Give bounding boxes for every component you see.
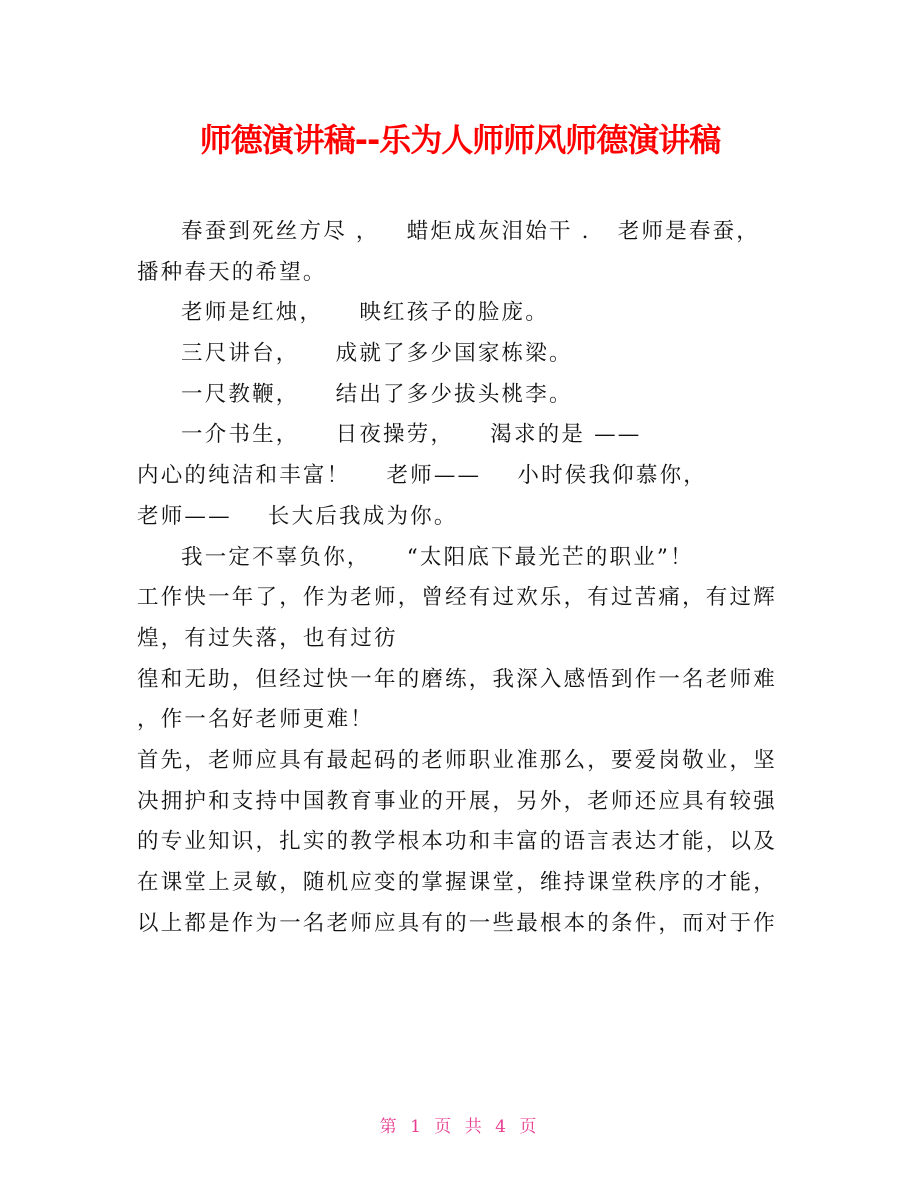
body-line: 老师—— 长大后我成为你。 <box>137 503 458 529</box>
body-line: 三尺讲台， 成就了多少国家栋梁。 <box>181 341 573 367</box>
body-line: 老师是红烛， 映红孩子的脸庞。 <box>181 300 549 326</box>
body-line: 工作快一年了，作为老师，曾经有过欢乐，有过苦痛，有过辉 <box>137 585 777 611</box>
body-line: 在课堂上灵敏，随机应变的掌握课堂，维持课堂秩序的才能， <box>137 870 777 895</box>
document-body <box>137 212 797 944</box>
body-line: 春蚕到死丝方尽 ， 蜡炬成灰泪始干 . 老师是春蚕， <box>181 219 761 244</box>
body-line: 播种春天的希望。 <box>137 259 327 285</box>
body-line: 首先，老师应具有最起码的老师职业准那么，要爱岗敬业，坚 <box>137 747 777 773</box>
document-title: 师德演讲稿--乐为人师师风师德演讲稿 <box>199 121 721 159</box>
body-line: 煌，有过失落，也有过彷 <box>137 625 398 651</box>
body-line: 一尺教鞭， 结出了多少拔头桃李。 <box>181 381 573 407</box>
body-line: 一介书生， 日夜操劳， 渴求的是 —— <box>181 422 642 448</box>
body-line: 我一定不辜负你， “太阳底下最光芒的职业”！ <box>181 544 694 570</box>
body-line: 以上都是作为一名老师应具有的一些最根本的条件，而对于作 <box>137 910 777 936</box>
body-line: ，作一名好老师更难！ <box>137 707 375 733</box>
body-line: 的专业知识，扎实的教学根本功和丰富的语言表达才能，以及 <box>137 829 777 855</box>
body-line: 徨和无助，但经过快一年的磨练，我深入感悟到作一名老师难 <box>137 666 777 692</box>
page-number-footer: 第 1 页 共 4 页 <box>379 1117 541 1137</box>
body-line: 内心的纯洁和丰富！ 老师—— 小时侯我仰慕你， <box>137 463 707 489</box>
body-line: 决拥护和支持中国教育事业的开展，另外，老师还应具有较强 <box>137 788 777 814</box>
